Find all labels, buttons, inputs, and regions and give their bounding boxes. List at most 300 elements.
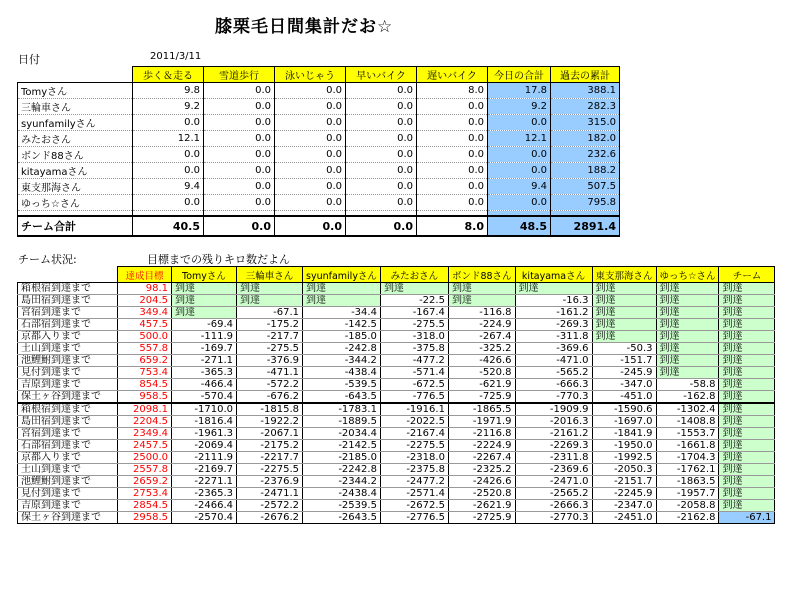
- milestone-name: 島田宿到達まで: [18, 295, 118, 307]
- table-row: [18, 355, 775, 367]
- table-cell: 0.0: [204, 163, 275, 179]
- reached-badge: 到達: [719, 428, 775, 440]
- milestone-name: 池鯉鮒到達まで: [18, 355, 118, 367]
- remaining-distance: -245.9: [592, 367, 656, 379]
- remaining-distance: -2672.5: [380, 500, 448, 512]
- remaining-distance: -2426.6: [448, 476, 515, 488]
- table-cell: 0.0: [275, 115, 346, 131]
- reached-badge: 到達: [380, 283, 448, 295]
- table-cell: 9.2: [133, 99, 204, 115]
- reached-badge: 到達: [719, 464, 775, 476]
- remaining-distance: -466.4: [172, 379, 237, 391]
- table-cell: 795.8: [551, 195, 620, 211]
- milestone-name: 宮宿到達まで: [18, 428, 118, 440]
- table-cell: 188.2: [551, 163, 620, 179]
- column-header: 過去の累計: [551, 67, 620, 83]
- table-cell: 0.0: [275, 163, 346, 179]
- remaining-distance: -2477.2: [380, 476, 448, 488]
- total-cell: 0.0: [346, 216, 417, 236]
- reached-badge: 到達: [172, 307, 237, 319]
- remaining-distance: -2565.2: [515, 488, 592, 500]
- header-corner: [18, 267, 118, 283]
- remaining-distance: -1961.3: [172, 428, 237, 440]
- milestone-name: 石部宿到達まで: [18, 319, 118, 331]
- reached-badge: 到達: [448, 283, 515, 295]
- remaining-distance: -2347.0: [592, 500, 656, 512]
- target-distance: 349.4: [118, 307, 172, 319]
- member-name: syunfamilyさん: [18, 115, 133, 131]
- reached-badge: 到達: [719, 416, 775, 428]
- target-distance: 2958.5: [118, 512, 172, 524]
- milestone-name: 見付到達まで: [18, 367, 118, 379]
- remaining-distance: -1697.0: [592, 416, 656, 428]
- remaining-distance: -520.8: [448, 367, 515, 379]
- reached-badge: 到達: [719, 391, 775, 404]
- remaining-distance: -2676.2: [237, 512, 303, 524]
- remaining-distance: -1302.4: [656, 403, 719, 416]
- table-row: [18, 195, 620, 211]
- table-cell: 0.0: [275, 179, 346, 195]
- total-cell: 48.5: [488, 216, 551, 236]
- remaining-distance: -2770.3: [515, 512, 592, 524]
- reached-badge: 到達: [656, 367, 719, 379]
- table-cell: 0.0: [275, 131, 346, 147]
- remaining-distance: -242.8: [303, 343, 381, 355]
- reached-badge: 到達: [592, 319, 656, 331]
- table-cell: 0.0: [346, 83, 417, 99]
- reached-badge: 到達: [448, 295, 515, 307]
- remaining-distance: -643.5: [303, 391, 381, 404]
- date-value: 2011/3/11: [150, 51, 202, 62]
- milestone-name: 箱根宿到達まで: [18, 403, 118, 416]
- member-name: 東支那海さん: [18, 179, 133, 195]
- table-cell: 0.0: [346, 163, 417, 179]
- remaining-distance: -376.9: [237, 355, 303, 367]
- table-cell: 0.0: [417, 131, 488, 147]
- table-row: [18, 319, 775, 331]
- reached-badge: 到達: [719, 379, 775, 391]
- table-cell: 0.0: [346, 115, 417, 131]
- column-header: ゆっち☆さん: [656, 267, 719, 283]
- milestone-name: 箱根宿到達まで: [18, 283, 118, 295]
- member-name: ゆっち☆さん: [18, 195, 133, 211]
- remaining-distance: -2016.3: [515, 416, 592, 428]
- remaining-distance: -217.7: [237, 331, 303, 343]
- table-row: [18, 452, 775, 464]
- remaining-distance: -375.8: [380, 343, 448, 355]
- table-cell: 12.1: [488, 131, 551, 147]
- remaining-distance: -185.0: [303, 331, 381, 343]
- table-cell: 388.1: [551, 83, 620, 99]
- table-cell: 0.0: [275, 99, 346, 115]
- remaining-distance: -1916.1: [380, 403, 448, 416]
- target-distance: 2500.0: [118, 452, 172, 464]
- member-name: kitayamaさん: [18, 163, 133, 179]
- reached-badge: 到達: [719, 488, 775, 500]
- remaining-distance: -162.8: [656, 391, 719, 404]
- remaining-distance: -325.2: [448, 343, 515, 355]
- member-name: 三輪車さん: [18, 99, 133, 115]
- remaining-distance: -50.3: [592, 343, 656, 355]
- remaining-distance: -2217.7: [237, 452, 303, 464]
- reached-badge: 到達: [719, 307, 775, 319]
- remaining-distance: -2318.0: [380, 452, 448, 464]
- remaining-distance: -2169.7: [172, 464, 237, 476]
- table-cell: 507.5: [551, 179, 620, 195]
- table-cell: 0.0: [417, 115, 488, 131]
- reached-badge: 到達: [719, 331, 775, 343]
- target-distance: 753.4: [118, 367, 172, 379]
- table-row: [18, 163, 620, 179]
- remaining-distance: -344.2: [303, 355, 381, 367]
- remaining-distance: -2375.8: [380, 464, 448, 476]
- table-cell: 0.0: [204, 147, 275, 163]
- column-header: 達成目標: [118, 267, 172, 283]
- remaining-distance: -2376.9: [237, 476, 303, 488]
- column-header: 早いバイク: [346, 67, 417, 83]
- reached-badge: 到達: [303, 283, 381, 295]
- table-cell: 0.0: [204, 179, 275, 195]
- remaining-distance: -471.1: [237, 367, 303, 379]
- table-cell: 0.0: [204, 131, 275, 147]
- target-distance: 2457.5: [118, 440, 172, 452]
- reached-badge: 到達: [719, 319, 775, 331]
- target-distance: 2349.4: [118, 428, 172, 440]
- target-distance: 457.5: [118, 319, 172, 331]
- column-header: 今日の合計: [488, 67, 551, 83]
- reached-badge: 到達: [592, 307, 656, 319]
- table-cell: 0.0: [346, 179, 417, 195]
- remaining-distance: -1661.8: [656, 440, 719, 452]
- remaining-distance: -224.9: [448, 319, 515, 331]
- reached-badge: 到達: [719, 476, 775, 488]
- reached-badge: 到達: [172, 283, 237, 295]
- remaining-distance: -2369.6: [515, 464, 592, 476]
- milestone-name: 島田宿到達まで: [18, 416, 118, 428]
- remaining-distance: -1815.8: [237, 403, 303, 416]
- remaining-distance: -58.8: [656, 379, 719, 391]
- remaining-distance: -2111.9: [172, 452, 237, 464]
- milestone-name: 土山到達まで: [18, 343, 118, 355]
- remaining-distance: -267.4: [448, 331, 515, 343]
- table-row: [18, 464, 775, 476]
- target-distance: 2204.5: [118, 416, 172, 428]
- remaining-distance: -2438.4: [303, 488, 381, 500]
- remaining-distance: -471.0: [515, 355, 592, 367]
- table-cell: 282.3: [551, 99, 620, 115]
- remaining-distance: -570.4: [172, 391, 237, 404]
- table-row: [18, 416, 775, 428]
- remaining-distance: -175.2: [237, 319, 303, 331]
- remaining-distance: -438.4: [303, 367, 381, 379]
- milestone-name: 土山到達まで: [18, 464, 118, 476]
- table-cell: 0.0: [133, 195, 204, 211]
- table-row: [18, 83, 620, 99]
- remaining-distance: -1909.9: [515, 403, 592, 416]
- remaining-distance: -666.3: [515, 379, 592, 391]
- remaining-distance: -2067.1: [237, 428, 303, 440]
- remaining-distance: -725.9: [448, 391, 515, 404]
- column-header: 雪道歩行: [204, 67, 275, 83]
- table-cell: 9.4: [133, 179, 204, 195]
- remaining-distance: -672.5: [380, 379, 448, 391]
- reached-badge: 到達: [656, 331, 719, 343]
- reached-badge: 到達: [656, 307, 719, 319]
- reached-badge: 到達: [719, 367, 775, 379]
- table-row: [18, 283, 775, 295]
- table-cell: 0.0: [133, 147, 204, 163]
- remaining-distance: -2571.4: [380, 488, 448, 500]
- remaining-distance: -2167.4: [380, 428, 448, 440]
- column-header: 泳いじゃう: [275, 67, 346, 83]
- milestone-name: 石部宿到達まで: [18, 440, 118, 452]
- table-cell: 0.0: [275, 195, 346, 211]
- table-cell: 0.0: [417, 195, 488, 211]
- remaining-distance: -67.1: [237, 307, 303, 319]
- total-cell: 0.0: [275, 216, 346, 236]
- remaining-distance: -347.0: [592, 379, 656, 391]
- remaining-distance: -2142.5: [303, 440, 381, 452]
- remaining-distance: -2725.9: [448, 512, 515, 524]
- table-cell: 0.0: [488, 195, 551, 211]
- remaining-distance: -67.1: [719, 512, 775, 524]
- page-title: 膝栗毛日間集計だお☆: [215, 17, 394, 37]
- table-cell: 0.0: [488, 163, 551, 179]
- remaining-distance: -2271.1: [172, 476, 237, 488]
- remaining-distance: -1865.5: [448, 403, 515, 416]
- remaining-distance: -572.2: [237, 379, 303, 391]
- table-cell: 0.0: [488, 115, 551, 131]
- target-distance: 2557.8: [118, 464, 172, 476]
- table-cell: 0.0: [133, 163, 204, 179]
- remaining-distance: -1922.2: [237, 416, 303, 428]
- reached-badge: 到達: [719, 440, 775, 452]
- table-cell: 0.0: [275, 147, 346, 163]
- remaining-distance: -169.7: [172, 343, 237, 355]
- remaining-distance: -1408.8: [656, 416, 719, 428]
- remaining-distance: -167.4: [380, 307, 448, 319]
- table-cell: 0.0: [488, 147, 551, 163]
- remaining-distance: -275.5: [237, 343, 303, 355]
- remaining-distance: -69.4: [172, 319, 237, 331]
- milestone-name: 京都入りまで: [18, 452, 118, 464]
- milestone-name: 保土ヶ谷到達まで: [18, 512, 118, 524]
- milestone-name: 京都入りまで: [18, 331, 118, 343]
- reached-badge: 到達: [515, 283, 592, 295]
- table-row: [18, 440, 775, 452]
- remaining-distance: -2267.4: [448, 452, 515, 464]
- member-name: Tomyさん: [18, 83, 133, 99]
- remaining-distance: -2325.2: [448, 464, 515, 476]
- reached-badge: 到達: [719, 283, 775, 295]
- remaining-distance: -22.5: [380, 295, 448, 307]
- remaining-distance: -311.8: [515, 331, 592, 343]
- remaining-distance: -2185.0: [303, 452, 381, 464]
- remaining-distance: -2570.4: [172, 512, 237, 524]
- remaining-distance: -2175.2: [237, 440, 303, 452]
- table-cell: 8.0: [417, 83, 488, 99]
- team-status-note: 目標までの残りキロ数だよん: [147, 253, 290, 266]
- remaining-distance: -1710.0: [172, 403, 237, 416]
- reached-badge: 到達: [656, 355, 719, 367]
- remaining-distance: -2471.1: [237, 488, 303, 500]
- member-name: みたおさん: [18, 131, 133, 147]
- target-distance: 98.1: [118, 283, 172, 295]
- remaining-distance: -2621.9: [448, 500, 515, 512]
- remaining-distance: -2050.3: [592, 464, 656, 476]
- remaining-distance: -2151.7: [592, 476, 656, 488]
- team-total-row: [18, 216, 620, 236]
- remaining-distance: -1783.1: [303, 403, 381, 416]
- remaining-distance: -2224.9: [448, 440, 515, 452]
- remaining-distance: -2275.5: [380, 440, 448, 452]
- remaining-distance: -318.0: [380, 331, 448, 343]
- team-total-label: チーム合計: [18, 216, 133, 236]
- remaining-distance: -111.9: [172, 331, 237, 343]
- table-row: [18, 391, 775, 404]
- remaining-distance: -2058.8: [656, 500, 719, 512]
- table-row: [18, 500, 775, 512]
- table-row: [18, 147, 620, 163]
- remaining-distance: -776.5: [380, 391, 448, 404]
- reached-badge: 到達: [719, 355, 775, 367]
- remaining-distance: -16.3: [515, 295, 592, 307]
- table-row: [18, 379, 775, 391]
- table-row: [18, 428, 775, 440]
- reached-badge: 到達: [719, 500, 775, 512]
- column-header: kitayamaさん: [515, 267, 592, 283]
- remaining-distance: -621.9: [448, 379, 515, 391]
- remaining-distance: -2034.4: [303, 428, 381, 440]
- team-status-table: [17, 266, 775, 524]
- table-row: [18, 115, 620, 131]
- table-cell: 9.8: [133, 83, 204, 99]
- reached-badge: 到達: [592, 295, 656, 307]
- total-cell: 40.5: [133, 216, 204, 236]
- remaining-distance: -34.4: [303, 307, 381, 319]
- reached-badge: 到達: [719, 403, 775, 416]
- milestone-name: 吉原到達まで: [18, 379, 118, 391]
- table-cell: 0.0: [346, 147, 417, 163]
- remaining-distance: -2275.5: [237, 464, 303, 476]
- remaining-distance: -2245.9: [592, 488, 656, 500]
- reached-badge: 到達: [719, 343, 775, 355]
- remaining-distance: -426.6: [448, 355, 515, 367]
- remaining-distance: -1553.7: [656, 428, 719, 440]
- table-row: [18, 295, 775, 307]
- column-header: 遅いバイク: [417, 67, 488, 83]
- remaining-distance: -2451.0: [592, 512, 656, 524]
- target-distance: 500.0: [118, 331, 172, 343]
- team-status-label: チーム状況:: [18, 253, 77, 266]
- remaining-distance: -142.5: [303, 319, 381, 331]
- table-row: [18, 403, 775, 416]
- remaining-distance: -2572.2: [237, 500, 303, 512]
- remaining-distance: -2022.5: [380, 416, 448, 428]
- table-cell: 12.1: [133, 131, 204, 147]
- table-row: [18, 99, 620, 115]
- table-cell: 0.0: [204, 83, 275, 99]
- remaining-distance: -565.2: [515, 367, 592, 379]
- table-cell: 9.2: [488, 99, 551, 115]
- remaining-distance: -1590.6: [592, 403, 656, 416]
- table-row: [18, 307, 775, 319]
- remaining-distance: -676.2: [237, 391, 303, 404]
- daily-header-row: [18, 67, 620, 83]
- table-cell: 182.0: [551, 131, 620, 147]
- column-header: 歩く＆走る: [133, 67, 204, 83]
- table-row: [18, 512, 775, 524]
- target-distance: 659.2: [118, 355, 172, 367]
- column-header: syunfamilyさん: [303, 267, 381, 283]
- remaining-distance: -2666.3: [515, 500, 592, 512]
- reached-badge: 到達: [656, 343, 719, 355]
- remaining-distance: -477.2: [380, 355, 448, 367]
- table-cell: 0.0: [346, 99, 417, 115]
- column-header: 三輪車さん: [237, 267, 303, 283]
- target-distance: 2753.4: [118, 488, 172, 500]
- milestone-name: 吉原到達まで: [18, 500, 118, 512]
- table-cell: 315.0: [551, 115, 620, 131]
- table-cell: 17.8: [488, 83, 551, 99]
- column-header: 東支那海さん: [592, 267, 656, 283]
- table-cell: 0.0: [275, 83, 346, 99]
- milestone-name: 見付到達まで: [18, 488, 118, 500]
- table-cell: 232.6: [551, 147, 620, 163]
- remaining-distance: -2269.3: [515, 440, 592, 452]
- reached-badge: 到達: [592, 331, 656, 343]
- table-cell: 0.0: [346, 131, 417, 147]
- remaining-distance: -2365.3: [172, 488, 237, 500]
- remaining-distance: -1950.0: [592, 440, 656, 452]
- milestone-name: 保土ヶ谷到達まで: [18, 391, 118, 404]
- reached-badge: 到達: [303, 295, 381, 307]
- remaining-distance: -451.0: [592, 391, 656, 404]
- total-cell: 0.0: [204, 216, 275, 236]
- table-cell: 0.0: [204, 195, 275, 211]
- remaining-distance: -2539.5: [303, 500, 381, 512]
- target-distance: 2854.5: [118, 500, 172, 512]
- remaining-distance: -2520.8: [448, 488, 515, 500]
- remaining-distance: -2311.8: [515, 452, 592, 464]
- remaining-distance: -2471.0: [515, 476, 592, 488]
- reached-badge: 到達: [656, 283, 719, 295]
- table-row: [18, 131, 620, 147]
- reached-badge: 到達: [719, 295, 775, 307]
- reached-badge: 到達: [172, 295, 237, 307]
- total-cell: 8.0: [417, 216, 488, 236]
- table-row: [18, 476, 775, 488]
- table-row: [18, 179, 620, 195]
- remaining-distance: -1863.5: [656, 476, 719, 488]
- target-distance: 958.5: [118, 391, 172, 404]
- remaining-distance: -1971.9: [448, 416, 515, 428]
- table-cell: 9.4: [488, 179, 551, 195]
- remaining-distance: -770.3: [515, 391, 592, 404]
- table-cell: 0.0: [204, 99, 275, 115]
- remaining-distance: -269.3: [515, 319, 592, 331]
- remaining-distance: -369.6: [515, 343, 592, 355]
- milestone-name: 宮宿到達まで: [18, 307, 118, 319]
- remaining-distance: -2116.8: [448, 428, 515, 440]
- reached-badge: 到達: [592, 283, 656, 295]
- reached-badge: 到達: [237, 283, 303, 295]
- total-cell: 2891.4: [551, 216, 620, 236]
- target-distance: 854.5: [118, 379, 172, 391]
- remaining-distance: -2643.5: [303, 512, 381, 524]
- table-cell: 0.0: [204, 115, 275, 131]
- remaining-distance: -116.8: [448, 307, 515, 319]
